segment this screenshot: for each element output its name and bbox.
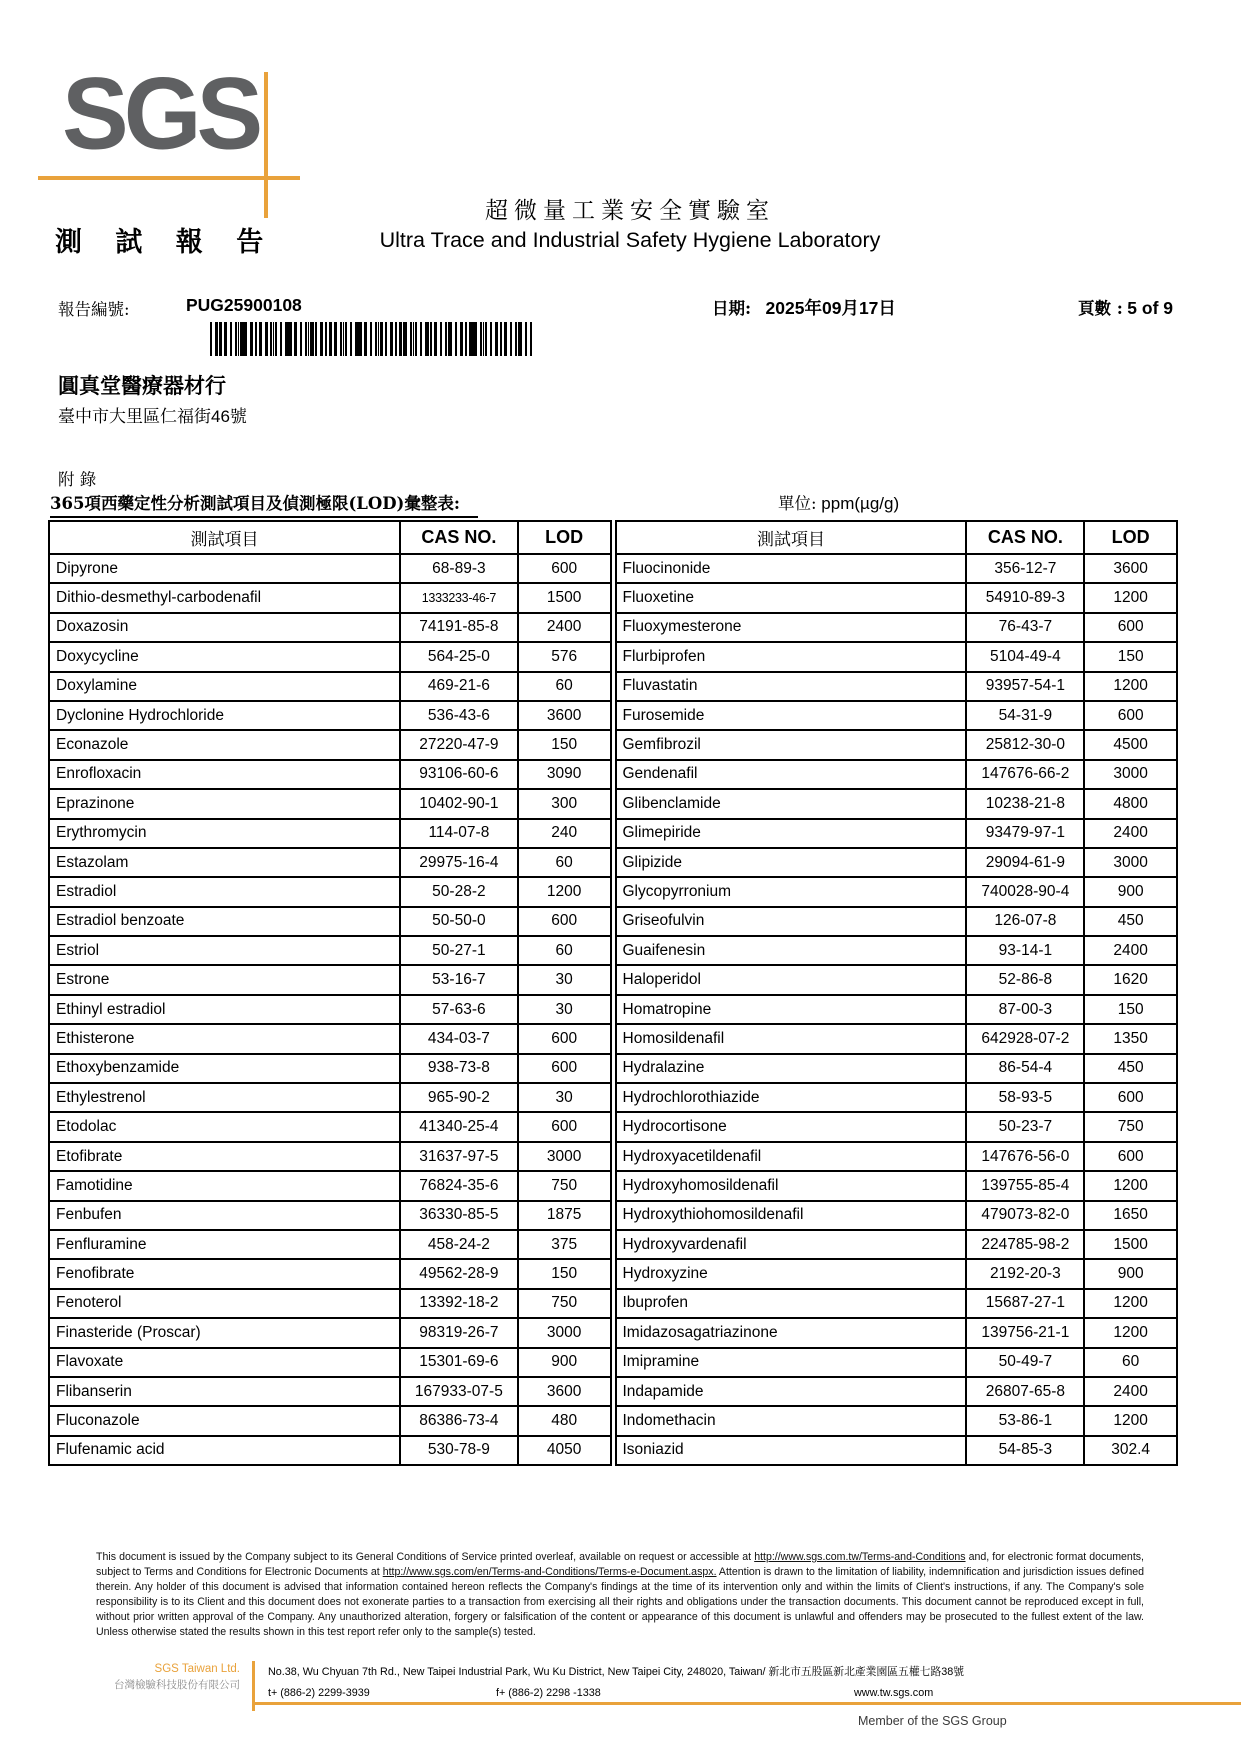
table-row [616, 936, 1178, 965]
e-document-terms-link[interactable]: http://www.sgs.com/en/Terms-and-Conditions/Terms-e-Document.aspx. [382, 1566, 717, 1578]
table-header-row [616, 521, 1178, 554]
footer-sgs-name-zh: 台灣檢驗科技股份有限公司 [114, 1679, 240, 1691]
cas-number: 93479-97-1 [966, 819, 1084, 848]
test-item-name: Dithio-desmethyl-carbodenafil [49, 583, 400, 612]
test-item-name: Ethoxybenzamide [49, 1054, 400, 1083]
table-row [49, 554, 611, 583]
cas-number: 50-23-7 [966, 1112, 1084, 1141]
cas-number: 147676-66-2 [966, 760, 1084, 789]
test-item-name: Hydroxyvardenafil [616, 1230, 967, 1259]
lod-value: 150 [1084, 995, 1177, 1024]
test-item-name: Flufenamic acid [49, 1436, 400, 1465]
disclaimer-part2: and, for electronic format documents, subject to Terms and Conditions for Electronic Documents at [96, 1551, 1145, 1578]
cas-number: 15301-69-6 [400, 1348, 518, 1377]
lab-title-zh: 超微量工業安全實驗室 [485, 198, 775, 224]
table-row [616, 642, 1178, 671]
lod-value: 240 [518, 819, 611, 848]
table-row [616, 1171, 1178, 1200]
test-item-name: Ethinyl estradiol [49, 995, 400, 1024]
lod-value: 2400 [1084, 1377, 1177, 1406]
lod-value: 1200 [518, 877, 611, 906]
lod-value: 1200 [1084, 1318, 1177, 1347]
test-item-name: Estradiol benzoate [49, 907, 400, 936]
cas-number: 356-12-7 [966, 554, 1084, 583]
table-row [616, 848, 1178, 877]
cas-number: 29975-16-4 [400, 848, 518, 877]
lod-value: 450 [1084, 1054, 1177, 1083]
table-row [616, 1230, 1178, 1259]
lab-title-block [300, 192, 960, 253]
lod-value: 600 [518, 1054, 611, 1083]
date-label: 日期: [712, 299, 752, 318]
lod-value: 3000 [518, 1318, 611, 1347]
lod-value: 1650 [1084, 1201, 1177, 1230]
page-label: 頁數 : [1078, 299, 1123, 318]
test-item-name: Doxylamine [49, 672, 400, 701]
cas-number: 740028-90-4 [966, 877, 1084, 906]
cas-number: 50-27-1 [400, 936, 518, 965]
lod-value: 3600 [518, 1377, 611, 1406]
lod-value: 30 [518, 1083, 611, 1112]
lod-value: 3090 [518, 760, 611, 789]
table-row [616, 995, 1178, 1024]
lod-value: 60 [518, 672, 611, 701]
cas-number: 13392-18-2 [400, 1289, 518, 1318]
cas-number: 98319-26-7 [400, 1318, 518, 1347]
lod-value: 1200 [1084, 1171, 1177, 1200]
page-count [1078, 295, 1173, 319]
lod-value: 900 [518, 1348, 611, 1377]
cas-number: 50-28-2 [400, 877, 518, 906]
table-row [616, 819, 1178, 848]
table-row [49, 1230, 611, 1259]
table-row [616, 583, 1178, 612]
test-item-name: Erythromycin [49, 819, 400, 848]
lod-value: 900 [1084, 877, 1177, 906]
column-header-item: 測試項目 [616, 521, 967, 554]
appendix-label: 附 錄 [58, 470, 97, 489]
logo-horizontal-rule [38, 176, 300, 180]
test-item-name: Dipyrone [49, 554, 400, 583]
cas-number: 53-86-1 [966, 1406, 1084, 1435]
table-row [616, 672, 1178, 701]
test-item-name: Isoniazid [616, 1436, 967, 1465]
table-row [49, 1112, 611, 1141]
lod-value: 600 [518, 554, 611, 583]
table-row [49, 1083, 611, 1112]
test-item-name: Ethisterone [49, 1024, 400, 1053]
test-item-name: Fenoterol [49, 1289, 400, 1318]
column-header-item: 測試項目 [49, 521, 400, 554]
table-row [616, 1289, 1178, 1318]
report-no-value: PUG25900108 [186, 295, 302, 315]
test-item-name: Fenbufen [49, 1201, 400, 1230]
lod-value: 2400 [518, 613, 611, 642]
test-item-name: Econazole [49, 730, 400, 759]
table-row [49, 965, 611, 994]
cas-number: 139756-21-1 [966, 1318, 1084, 1347]
lod-value: 1200 [1084, 583, 1177, 612]
table-row [616, 1054, 1178, 1083]
cas-number: 68-89-3 [400, 554, 518, 583]
cas-number: 29094-61-9 [966, 848, 1084, 877]
column-header-lod: LOD [1084, 521, 1177, 554]
column-header-cas: CAS NO. [966, 521, 1084, 554]
sgs-logo: SGS [62, 56, 259, 172]
table-row [49, 936, 611, 965]
lod-value: 3000 [1084, 848, 1177, 877]
lod-value: 60 [518, 848, 611, 877]
cas-number: 93-14-1 [966, 936, 1084, 965]
cas-number: 479073-82-0 [966, 1201, 1084, 1230]
test-item-name: Fluoxetine [616, 583, 967, 612]
lod-value: 4500 [1084, 730, 1177, 759]
column-header-cas: CAS NO. [400, 521, 518, 554]
test-item-name: Finasteride (Proscar) [49, 1318, 400, 1347]
lod-value: 1620 [1084, 965, 1177, 994]
lod-value: 450 [1084, 907, 1177, 936]
table-row [616, 1259, 1178, 1288]
cas-number: 74191-85-8 [400, 613, 518, 642]
lod-value: 1200 [1084, 1406, 1177, 1435]
cas-number: 93957-54-1 [966, 672, 1084, 701]
cas-number: 564-25-0 [400, 642, 518, 671]
table-row [49, 1318, 611, 1347]
cas-number: 938-73-8 [400, 1054, 518, 1083]
test-item-name: Gemfibrozil [616, 730, 967, 759]
disclaimer-part1: This document is issued by the Company subject to its General Conditions of Service printed overleaf, available on request or accessible at [96, 1551, 755, 1563]
lod-tables [48, 520, 1178, 1466]
test-item-name: Fluocinonide [616, 554, 967, 583]
test-item-name: Hydralazine [616, 1054, 967, 1083]
test-item-name: Indapamide [616, 1377, 967, 1406]
lod-table-left [48, 520, 612, 1466]
cas-number: 93106-60-6 [400, 760, 518, 789]
lod-value: 60 [1084, 1348, 1177, 1377]
lod-value: 302.4 [1084, 1436, 1177, 1465]
table-row [616, 613, 1178, 642]
lod-value: 150 [1084, 642, 1177, 671]
report-no-label: 報告編號: [58, 300, 130, 319]
test-item-name: Flavoxate [49, 1348, 400, 1377]
date-value: 2025年09月17日 [765, 298, 896, 318]
lod-value: 300 [518, 789, 611, 818]
test-item-name: Hydroxyhomosildenafil [616, 1171, 967, 1200]
footer-telephone: t+ (886-2) 2299-3939 [268, 1687, 370, 1699]
test-item-name: Fluconazole [49, 1406, 400, 1435]
test-item-name: Guaifenesin [616, 936, 967, 965]
table-row [616, 1024, 1178, 1053]
lod-value: 600 [1084, 1083, 1177, 1112]
client-name: 圓真堂醫療器材行 [58, 375, 226, 398]
cas-number: 49562-28-9 [400, 1259, 518, 1288]
table-row [616, 1377, 1178, 1406]
test-item-name: Homosildenafil [616, 1024, 967, 1053]
table-row [616, 1112, 1178, 1141]
footer-address: No.38, Wu Chyuan 7th Rd., New Taipei Industrial Park, Wu Ku District, New Taipei City, 248020, Taiwan/ 新北市五股區新北產業園區五權七路38號 [268, 1666, 965, 1678]
table-title: 365項西藥定性分析測試項目及偵測極限(LOD)彙整表: [50, 490, 478, 518]
lod-value: 600 [518, 1024, 611, 1053]
test-item-name: Hydrochlorothiazide [616, 1083, 967, 1112]
lod-value: 750 [518, 1289, 611, 1318]
test-item-name: Hydroxythiohomosildenafil [616, 1201, 967, 1230]
table-row [49, 1201, 611, 1230]
footer-company-block [60, 1663, 240, 1692]
cas-number: 139755-85-4 [966, 1171, 1084, 1200]
table-row [49, 701, 611, 730]
lod-value: 30 [518, 965, 611, 994]
lod-value: 4050 [518, 1436, 611, 1465]
test-item-name: Enrofloxacin [49, 760, 400, 789]
lod-value: 480 [518, 1406, 611, 1435]
test-item-name: Fenofibrate [49, 1259, 400, 1288]
terms-link[interactable]: http://www.sgs.com.tw/Terms-and-Conditions [754, 1551, 966, 1563]
report-title: 測 試 報 告 [55, 227, 276, 258]
table-row [616, 1201, 1178, 1230]
disclaimer-part3: Attention is drawn to the limitation of liability, indemnification and jurisdiction issues defined therein. Any holder of this document is advised that information contained hereon reflects the Company's findings at the time of its intervention only and within the limits of Client's instructions, if any. The Company's sole responsibility is to its Client and this document does not exonerate parties to a transaction from exercising all their rights and obligations under the transaction documents. This document cannot be reproduced except in full, without prior written approval of the Company. Any unauthorized alteration, forgery or falsification of the content or appearance of this document is unlawful and offenders may be prosecuted to the fullest extent of the law. Unless otherwise stated the results shown in this test report refer only to the sample(s) tested. [96, 1566, 1144, 1638]
cas-number: 224785-98-2 [966, 1230, 1084, 1259]
cas-number: 642928-07-2 [966, 1024, 1084, 1053]
table-row [49, 760, 611, 789]
test-item-name: Eprazinone [49, 789, 400, 818]
disclaimer-text [96, 1550, 1144, 1640]
cas-number: 458-24-2 [400, 1230, 518, 1259]
cas-number: 10238-21-8 [966, 789, 1084, 818]
lod-value: 1500 [518, 583, 611, 612]
lod-value: 600 [518, 907, 611, 936]
table-row [49, 1054, 611, 1083]
table-row [49, 1348, 611, 1377]
test-item-name: Doxazosin [49, 613, 400, 642]
lod-value: 576 [518, 642, 611, 671]
test-item-name: Fluoxymesterone [616, 613, 967, 642]
test-item-name: Estrone [49, 965, 400, 994]
report-date [712, 295, 896, 320]
test-item-name: Estradiol [49, 877, 400, 906]
test-item-name: Indomethacin [616, 1406, 967, 1435]
lod-value: 1875 [518, 1201, 611, 1230]
table-row [49, 1406, 611, 1435]
table-header-row [49, 521, 611, 554]
footer-fax: f+ (886-2) 2298 -1338 [496, 1687, 601, 1699]
table-row [49, 1289, 611, 1318]
lod-value: 600 [1084, 613, 1177, 642]
table-row [49, 848, 611, 877]
test-item-name: Doxycycline [49, 642, 400, 671]
column-header-lod: LOD [518, 521, 611, 554]
lod-value: 2400 [1084, 936, 1177, 965]
lod-value: 600 [518, 1112, 611, 1141]
footer-horizontal-rule [252, 1702, 1241, 1705]
table-row [616, 965, 1178, 994]
test-item-name: Hydrocortisone [616, 1112, 967, 1141]
cas-number: 434-03-7 [400, 1024, 518, 1053]
unit-label: 單位: [778, 494, 817, 513]
test-item-name: Fluvastatin [616, 672, 967, 701]
test-item-name: Hydroxyzine [616, 1259, 967, 1288]
cas-number: 530-78-9 [400, 1436, 518, 1465]
table-row [49, 789, 611, 818]
test-item-name: Glibenclamide [616, 789, 967, 818]
cas-number: 10402-90-1 [400, 789, 518, 818]
cas-number: 469-21-6 [400, 672, 518, 701]
cas-number: 1333233-46-7 [400, 583, 518, 612]
cas-number: 54-31-9 [966, 701, 1084, 730]
cas-number: 2192-20-3 [966, 1259, 1084, 1288]
cas-number: 27220-47-9 [400, 730, 518, 759]
cas-number: 53-16-7 [400, 965, 518, 994]
table-row [49, 730, 611, 759]
table-row [49, 613, 611, 642]
table-row [616, 730, 1178, 759]
cas-number: 25812-30-0 [966, 730, 1084, 759]
lod-value: 1350 [1084, 1024, 1177, 1053]
cas-number: 15687-27-1 [966, 1289, 1084, 1318]
cas-number: 147676-56-0 [966, 1142, 1084, 1171]
cas-number: 114-07-8 [400, 819, 518, 848]
table-row [616, 1348, 1178, 1377]
test-item-name: Famotidine [49, 1171, 400, 1200]
test-item-name: Furosemide [616, 701, 967, 730]
table-row [616, 701, 1178, 730]
lod-value: 600 [1084, 701, 1177, 730]
lod-value: 1200 [1084, 1289, 1177, 1318]
lod-value: 3600 [518, 701, 611, 730]
table-row [49, 819, 611, 848]
table-row [616, 1436, 1178, 1465]
table-row [616, 760, 1178, 789]
test-item-name: Dyclonine Hydrochloride [49, 701, 400, 730]
test-item-name: Flibanserin [49, 1377, 400, 1406]
cas-number: 76-43-7 [966, 613, 1084, 642]
table-row [616, 1083, 1178, 1112]
logo-vertical-rule [264, 72, 268, 218]
lod-value: 750 [1084, 1112, 1177, 1141]
test-item-name: Fenfluramine [49, 1230, 400, 1259]
table-row [616, 554, 1178, 583]
cas-number: 54910-89-3 [966, 583, 1084, 612]
lod-value: 750 [518, 1171, 611, 1200]
table-row [49, 1024, 611, 1053]
table-row [616, 907, 1178, 936]
cas-number: 36330-85-5 [400, 1201, 518, 1230]
test-item-name: Estazolam [49, 848, 400, 877]
test-item-name: Flurbiprofen [616, 642, 967, 671]
test-item-name: Gendenafil [616, 760, 967, 789]
test-item-name: Etodolac [49, 1112, 400, 1141]
table-row [49, 1436, 611, 1465]
cas-number: 50-49-7 [966, 1348, 1084, 1377]
test-item-name: Haloperidol [616, 965, 967, 994]
lod-value: 1500 [1084, 1230, 1177, 1259]
cas-number: 126-07-8 [966, 907, 1084, 936]
lod-value: 375 [518, 1230, 611, 1259]
test-item-name: Etofibrate [49, 1142, 400, 1171]
table-row [616, 1318, 1178, 1347]
lod-table-right [615, 520, 1179, 1466]
lod-value: 900 [1084, 1259, 1177, 1288]
test-item-name: Imipramine [616, 1348, 967, 1377]
test-item-name: Imidazosagatriazinone [616, 1318, 967, 1347]
lod-value: 3000 [1084, 760, 1177, 789]
cas-number: 965-90-2 [400, 1083, 518, 1112]
test-item-name: Ethylestrenol [49, 1083, 400, 1112]
cas-number: 87-00-3 [966, 995, 1084, 1024]
table-row [616, 1406, 1178, 1435]
lod-value: 4800 [1084, 789, 1177, 818]
lab-title-en: Ultra Trace and Industrial Safety Hygiene Laboratory [379, 228, 881, 252]
table-row [49, 1171, 611, 1200]
table-row [49, 1377, 611, 1406]
footer-sgs-name: SGS Taiwan Ltd. [154, 1663, 240, 1675]
cas-number: 76824-35-6 [400, 1171, 518, 1200]
unit-line [778, 490, 899, 514]
lod-value: 3000 [518, 1142, 611, 1171]
cas-number: 26807-65-8 [966, 1377, 1084, 1406]
lod-value: 3600 [1084, 554, 1177, 583]
table-row [49, 1259, 611, 1288]
test-item-name: Griseofulvin [616, 907, 967, 936]
test-item-name: Ibuprofen [616, 1289, 967, 1318]
table-row [49, 995, 611, 1024]
footer-member-text: Member of the SGS Group [858, 1714, 1007, 1728]
test-item-name: Glycopyrronium [616, 877, 967, 906]
table-row [49, 877, 611, 906]
cas-number: 167933-07-5 [400, 1377, 518, 1406]
cas-number: 50-50-0 [400, 907, 518, 936]
cas-number: 86386-73-4 [400, 1406, 518, 1435]
table-row [616, 789, 1178, 818]
lod-value: 30 [518, 995, 611, 1024]
page-value: 5 of 9 [1127, 298, 1174, 318]
cas-number: 57-63-6 [400, 995, 518, 1024]
lod-value: 150 [518, 1259, 611, 1288]
cas-number: 86-54-4 [966, 1054, 1084, 1083]
client-address: 臺中市大里區仁福街46號 [58, 407, 247, 426]
cas-number: 41340-25-4 [400, 1112, 518, 1141]
cas-number: 536-43-6 [400, 701, 518, 730]
test-item-name: Estriol [49, 936, 400, 965]
lod-value: 1200 [1084, 672, 1177, 701]
test-item-name: Glipizide [616, 848, 967, 877]
lod-value: 2400 [1084, 819, 1177, 848]
test-item-name: Homatropine [616, 995, 967, 1024]
test-item-name: Glimepiride [616, 819, 967, 848]
lod-value: 150 [518, 730, 611, 759]
lod-value: 60 [518, 936, 611, 965]
unit-value: ppm(µg/g) [821, 494, 900, 513]
cas-number: 52-86-8 [966, 965, 1084, 994]
report-barcode [210, 322, 532, 356]
table-row [49, 642, 611, 671]
table-row [49, 672, 611, 701]
lod-value: 600 [1084, 1142, 1177, 1171]
cas-number: 54-85-3 [966, 1436, 1084, 1465]
footer-website: www.tw.sgs.com [854, 1687, 934, 1699]
table-row [49, 907, 611, 936]
table-row [49, 1142, 611, 1171]
cas-number: 58-93-5 [966, 1083, 1084, 1112]
table-row [616, 877, 1178, 906]
table-row [49, 583, 611, 612]
table-row [616, 1142, 1178, 1171]
test-item-name: Hydroxyacetildenafil [616, 1142, 967, 1171]
cas-number: 5104-49-4 [966, 642, 1084, 671]
cas-number: 31637-97-5 [400, 1142, 518, 1171]
